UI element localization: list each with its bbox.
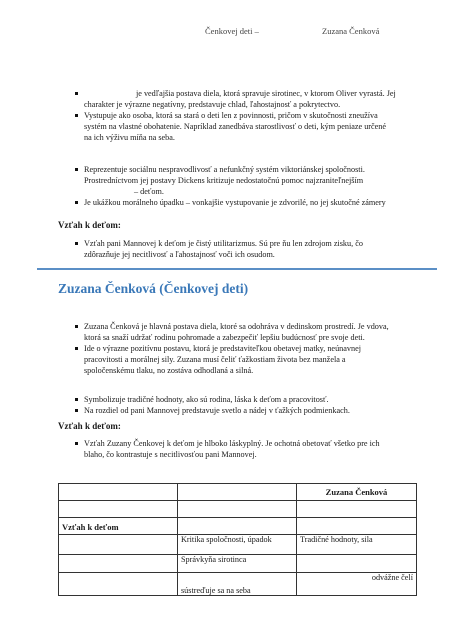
list-item: Reprezentuje sociálnu nespravodlivosť a nefunkčný systém viktoriánskej spoločnosti. Prostredníctvom jej postavy Dickens kritizuje nedostatočnú pomoc najzraniteľnejším – deťom. xyxy=(84,164,454,197)
comparison-table xyxy=(58,483,417,596)
table-row xyxy=(59,573,417,596)
header-right: Zuzana Čenková xyxy=(322,26,380,36)
list-item: Vystupuje ako osoba, ktorá sa stará o deti len z povinnosti, pričom v skutočnosti zneužíva systém na vlastné obohatenie. Napríklad zanedbáva starostlivosť o deti, kým peniaze určené na ich výživu míňa na seba. xyxy=(84,110,454,143)
list-item: Zuzana Čenková je hlavná postava diela, ktoré sa odohráva v dedinskom prostredí. Je vdova, ktorá sa snaží udržať rodinu pohromade a zabezpečiť lepšiu budúcnosť pre svoje deti. xyxy=(84,321,454,343)
list-item: je vedľajšia postava diela, ktorá spravuje sirotinec, v ktorom Oliver vyrastá. Jej charakter je výrazne negatívny, predstavuje chlad, ľahostajnosť a pokrytectvo. xyxy=(84,88,454,110)
list-item: Na rozdiel od pani Mannovej predstavuje svetlo a nádej v ťažkých podmienkach. xyxy=(84,405,454,416)
table-row xyxy=(59,535,417,555)
table-row xyxy=(59,501,417,518)
table-cell: Správkyňa sirotinca xyxy=(178,555,297,573)
table-cell: odvážne čelí xyxy=(297,573,417,596)
list-item: Vzťah Zuzany Čenkovej k deťom je hlboko láskyplný. Je ochotná obetovať všetko pre ich blaho, čo kontrastuje s necitlivosťou pani Mannovej. xyxy=(84,438,454,460)
list-item: Ide o výrazne pozitívnu postavu, ktorá je predstaviteľkou obetavej matky, neúnavnej pracovitosti a morálnej sily. Zuzana musí čeliť ťažkostiam života bez manžela a spoločenskému tlaku, no zostáva odhodlaná a silná. xyxy=(84,343,454,376)
list-item: Vzťah pani Mannovej k deťom je čistý utilitarizmus. Sú pre ňu len zdrojom zisku, čo zdôrazňuje jej necitlivosť a ľahostajnosť voči ich osudom. xyxy=(84,238,454,260)
subheading: Vzťah k deťom: xyxy=(58,220,121,230)
horizontal-rule xyxy=(37,268,437,270)
table-cell: Kritika spoločnosti, úpadok xyxy=(178,535,297,555)
table-row xyxy=(59,484,417,501)
subheading: Vzťah k deťom: xyxy=(58,421,121,431)
table-cell: sústreďuje sa na seba xyxy=(178,573,297,596)
table-cell: Tradičné hodnoty, sila xyxy=(297,535,417,555)
row-label: Vzťah k deťom xyxy=(59,518,178,535)
table-header-cell: Zuzana Čenková xyxy=(297,484,417,501)
section-heading: Zuzana Čenková (Čenkovej deti) xyxy=(58,281,249,296)
header-left: Čenkovej deti – xyxy=(205,26,259,36)
list-item: Symbolizuje tradičné hodnoty, ako sú rodina, láska k deťom a pracovitosť. xyxy=(84,394,454,405)
table-row xyxy=(59,518,417,535)
list-item: Je ukážkou morálneho úpadku – vonkajšie vystupovanie je zdvorilé, no jej skutočné zámery xyxy=(84,197,454,208)
table-row xyxy=(59,555,417,573)
